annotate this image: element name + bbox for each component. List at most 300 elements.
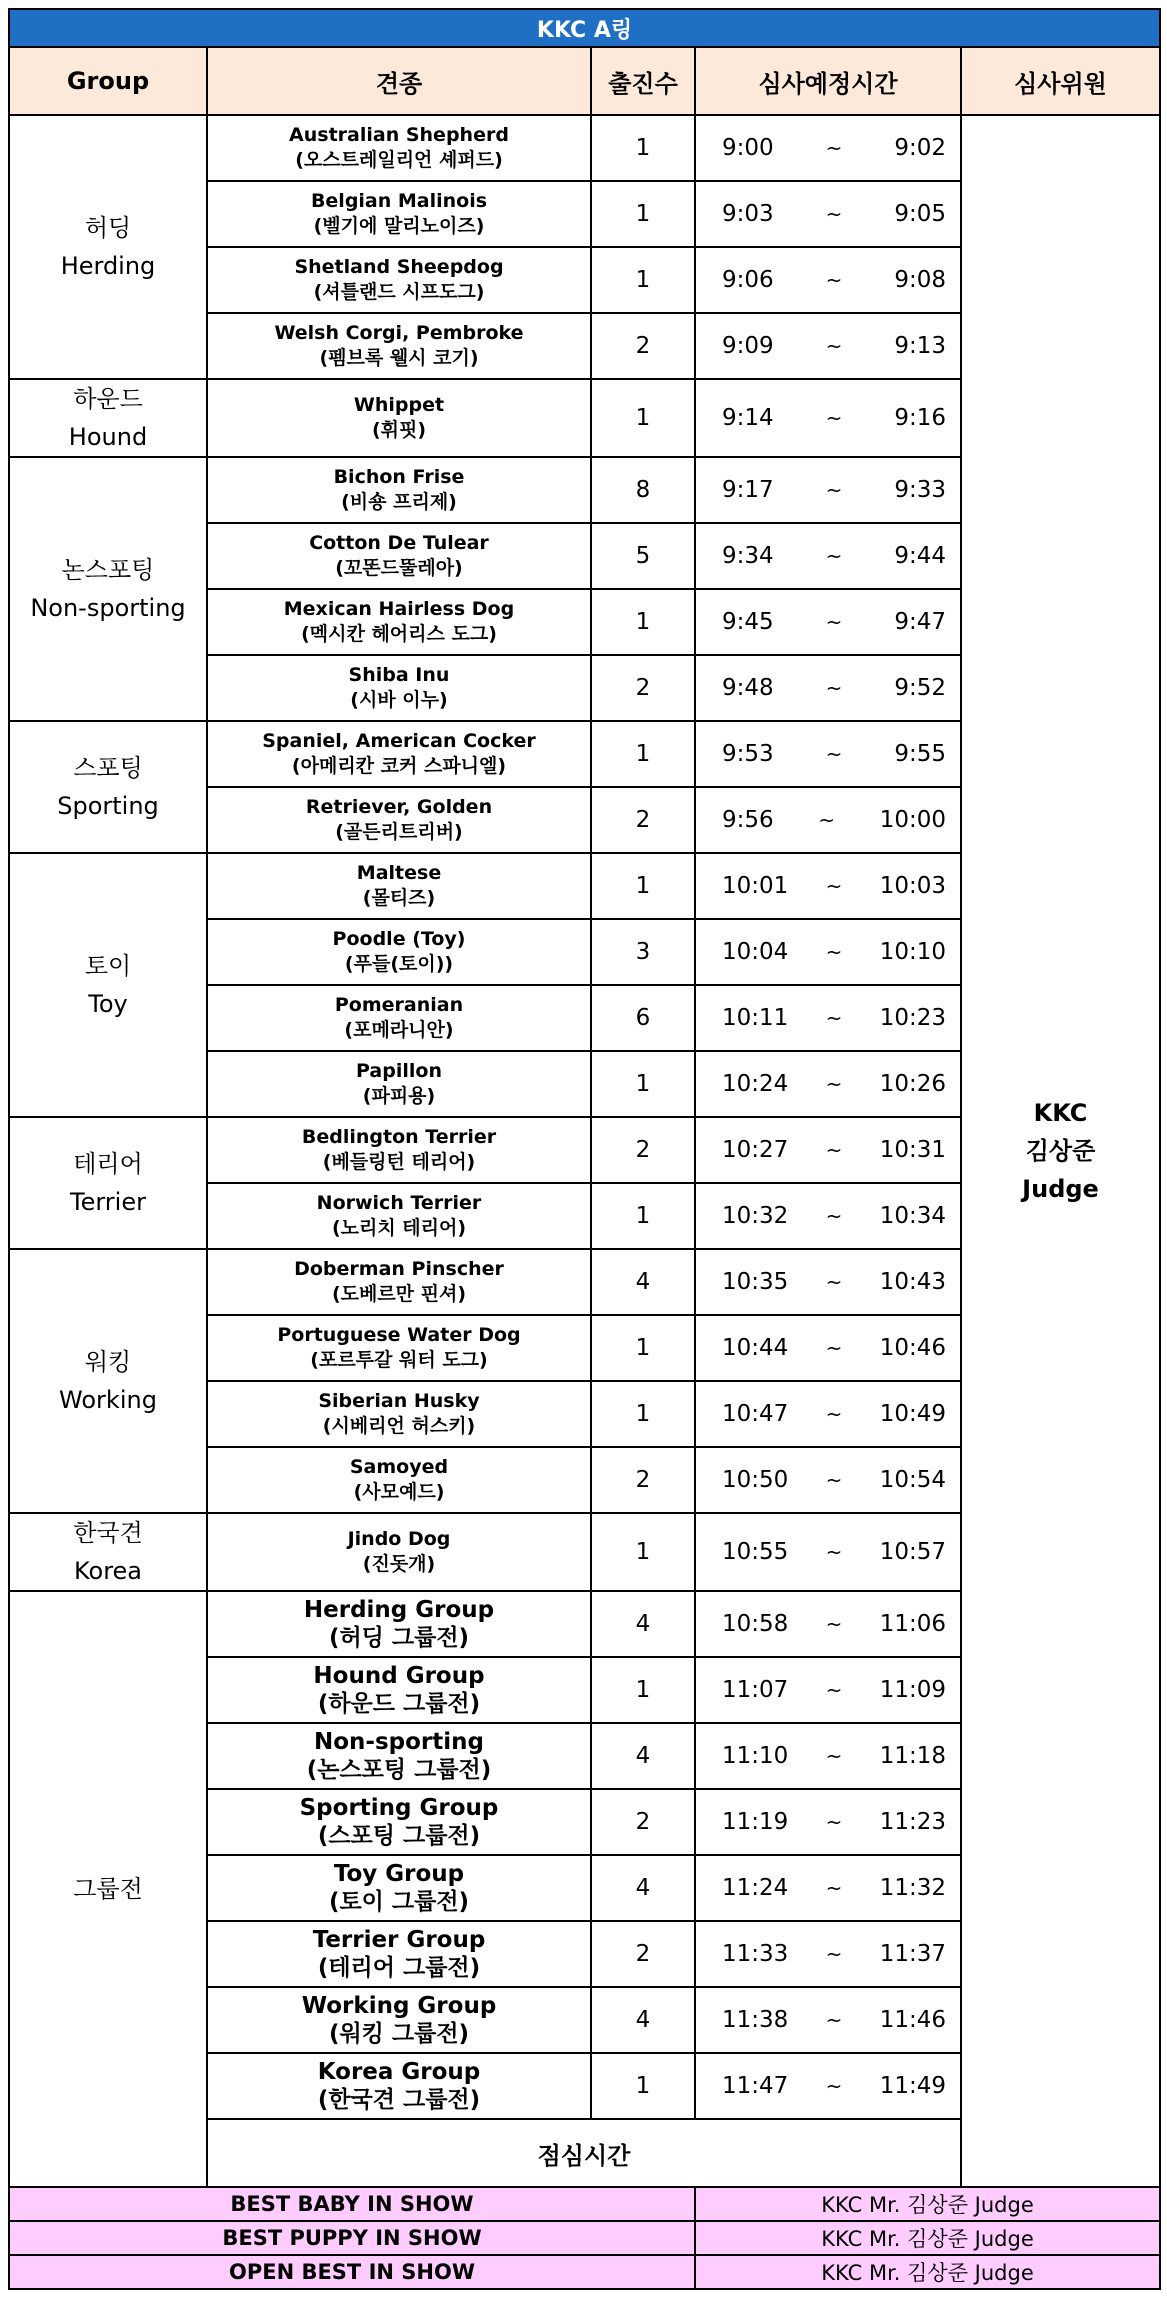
end-time: 10:43 [879, 1269, 946, 1295]
time-range [696, 1203, 960, 1229]
end-time: 10:31 [879, 1137, 946, 1163]
breed-name-ko: (베들링턴 테리어) [322, 1151, 476, 1173]
time-separator: ~ [825, 1006, 843, 1030]
breed-name-ko: (도베르만 핀셔) [331, 1283, 467, 1305]
breed-name-ko: (아메리칸 코커 스파니엘) [291, 755, 507, 777]
breed-name-ko: (시베리언 허스키) [322, 1415, 476, 1437]
time-cell [695, 313, 961, 379]
group-cell [9, 1117, 207, 1249]
breed-name-ko: (휘핏) [371, 419, 427, 441]
end-time: 9:47 [894, 609, 946, 635]
time-cell [695, 1051, 961, 1117]
start-time: 10:50 [722, 1467, 789, 1493]
start-time: 10:11 [722, 1005, 789, 1031]
start-time: 10:01 [722, 873, 789, 899]
start-time: 9:06 [722, 267, 774, 293]
breed-cell [207, 1051, 591, 1117]
group-name-en: Sporting [57, 792, 159, 820]
entries-count: 1 [591, 181, 695, 247]
entries-count: 3 [591, 919, 695, 985]
end-time: 10:54 [879, 1467, 946, 1493]
time-range [696, 201, 960, 227]
time-range [696, 609, 960, 635]
group-name-ko: 스포팅 [73, 754, 143, 782]
breed-name-en: Hound Group [313, 1663, 485, 1689]
judge-name: 김상준 [1025, 1137, 1096, 1165]
group-name-en: Hound [68, 423, 148, 451]
breed-cell [207, 1987, 591, 2053]
end-time: 11:49 [879, 2073, 946, 2099]
breed-cell [207, 655, 591, 721]
breed-row [9, 115, 1160, 181]
breed-cell [207, 457, 591, 523]
start-time: 11:38 [722, 2007, 789, 2033]
time-range [696, 1743, 960, 1769]
end-time: 9:52 [894, 675, 946, 701]
time-separator: ~ [825, 1744, 843, 1768]
end-time: 11:32 [879, 1875, 946, 1901]
breed-name-ko: (포르투갈 워터 도그) [310, 1349, 488, 1371]
breed-cell [207, 313, 591, 379]
start-time: 9:53 [722, 741, 774, 767]
time-separator: ~ [825, 478, 843, 502]
group-cell [9, 379, 207, 457]
breed-name-en: Sporting Group [299, 1795, 499, 1821]
breed-name-en: Portuguese Water Dog [277, 1324, 521, 1346]
time-separator: ~ [825, 610, 843, 634]
time-range [696, 741, 960, 767]
breed-name-en: Bedlington Terrier [301, 1126, 497, 1148]
ring-title: KKC A링 [9, 9, 1160, 47]
time-cell [695, 379, 961, 457]
entries-count: 4 [591, 1987, 695, 2053]
end-time: 10:49 [879, 1401, 946, 1427]
end-time: 10:34 [879, 1203, 946, 1229]
group-name-ko: 토이 [84, 952, 132, 980]
time-separator: ~ [825, 202, 843, 226]
breed-cell [207, 721, 591, 787]
start-time: 9:14 [722, 405, 774, 431]
header-time: 심사예정시간 [695, 47, 961, 115]
end-time: 9:33 [894, 477, 946, 503]
time-cell [695, 457, 961, 523]
breed-name-en: Shetland Sheepdog [294, 256, 504, 278]
breed-name-en: Cotton De Tulear [309, 532, 489, 554]
end-time: 9:08 [894, 267, 946, 293]
time-range [696, 1539, 960, 1565]
time-cell [695, 1855, 961, 1921]
breed-name-en: Maltese [356, 862, 442, 884]
time-separator: ~ [825, 544, 843, 568]
breed-name-ko: (비숑 프리제) [341, 491, 457, 513]
breed-cell [207, 1249, 591, 1315]
start-time: 9:03 [722, 201, 774, 227]
group-cell [9, 1249, 207, 1513]
group-name-en: Terrier [70, 1188, 146, 1216]
start-time: 9:34 [722, 543, 774, 569]
breed-cell [207, 1855, 591, 1921]
time-cell [695, 787, 961, 853]
breed-name-ko: (하운드 그룹전) [317, 1691, 481, 1717]
breed-name-en: Belgian Malinois [310, 190, 488, 212]
breed-name-ko: (시바 이누) [350, 689, 448, 711]
header-judge: 심사위원 [961, 47, 1160, 115]
header-group: Group [9, 47, 207, 115]
time-range [696, 135, 960, 161]
end-time: 11:23 [879, 1809, 946, 1835]
judge-org: KKC [1033, 1099, 1088, 1127]
best-in-show-row [9, 2187, 1160, 2221]
time-cell [695, 523, 961, 589]
end-time: 10:10 [879, 939, 946, 965]
time-separator: ~ [825, 268, 843, 292]
entries-count: 1 [591, 379, 695, 457]
breed-cell [207, 853, 591, 919]
time-separator: ~ [825, 874, 843, 898]
schedule-body [9, 9, 1160, 2289]
entries-count: 1 [591, 247, 695, 313]
start-time: 11:10 [722, 1743, 789, 1769]
time-cell [695, 1657, 961, 1723]
time-range [696, 1071, 960, 1097]
time-separator: ~ [825, 1612, 843, 1636]
time-cell [695, 1987, 961, 2053]
time-range [696, 2073, 960, 2099]
time-range [696, 1269, 960, 1295]
breed-cell [207, 1315, 591, 1381]
judge-role: Judge [1022, 1175, 1099, 1203]
group-name-en: Non-sporting [30, 594, 186, 622]
time-range [696, 1809, 960, 1835]
end-time: 9:55 [894, 741, 946, 767]
breed-cell [207, 787, 591, 853]
time-separator: ~ [825, 1876, 843, 1900]
breed-name-en: Toy Group [333, 1861, 465, 1887]
group-cell [9, 1591, 207, 2187]
time-cell [695, 721, 961, 787]
breed-name-en: Samoyed [349, 1456, 449, 1478]
breed-name-en: Non-sporting [314, 1729, 484, 1755]
entries-count: 5 [591, 523, 695, 589]
time-cell [695, 115, 961, 181]
breed-name-en: Welsh Corgi, Pembroke [274, 322, 524, 344]
judge-cell [961, 115, 1160, 2187]
entries-count: 2 [591, 1921, 695, 1987]
time-separator: ~ [825, 1138, 843, 1162]
breed-name-ko: (셔틀랜드 시프도그) [313, 281, 485, 303]
entries-count: 1 [591, 1183, 695, 1249]
time-range [696, 333, 960, 359]
time-range [696, 1005, 960, 1031]
breed-name-en: Norwich Terrier [316, 1192, 482, 1214]
breed-name-en: Papillon [356, 1060, 442, 1082]
time-range [696, 1875, 960, 1901]
breed-name-ko: (사모예드) [353, 1481, 445, 1503]
time-cell [695, 1921, 961, 1987]
breed-name-ko: (허딩 그룹전) [328, 1625, 470, 1651]
start-time: 10:04 [722, 939, 789, 965]
breed-name-ko: (한국견 그룹전) [317, 2087, 481, 2113]
breed-cell [207, 1657, 591, 1723]
end-time: 9:13 [894, 333, 946, 359]
time-separator: ~ [825, 1540, 843, 1564]
breed-name-ko: (꼬똔드뚤레아) [335, 557, 463, 579]
time-separator: ~ [825, 1468, 843, 1492]
time-cell [695, 1249, 961, 1315]
entries-count: 1 [591, 1381, 695, 1447]
time-range [696, 1137, 960, 1163]
time-cell [695, 1183, 961, 1249]
time-range [696, 1335, 960, 1361]
entries-count: 2 [591, 313, 695, 379]
time-separator: ~ [825, 2074, 843, 2098]
breed-name-en: Spaniel, American Cocker [262, 730, 536, 752]
time-range [696, 1941, 960, 1967]
time-separator: ~ [825, 940, 843, 964]
start-time: 10:27 [722, 1137, 789, 1163]
breed-cell [207, 589, 591, 655]
breed-name-ko: (멕시칸 헤어리스 도그) [301, 623, 497, 645]
entries-count: 4 [591, 1249, 695, 1315]
time-cell [695, 181, 961, 247]
group-name-ko: 한국견 [73, 1519, 143, 1547]
entries-count: 1 [591, 589, 695, 655]
breed-cell [207, 1447, 591, 1513]
breed-cell [207, 1723, 591, 1789]
breed-name-en: Shiba Inu [348, 664, 450, 686]
breed-name-en: Whippet [353, 394, 445, 416]
time-cell [695, 589, 961, 655]
end-time: 11:37 [879, 1941, 946, 1967]
time-cell [695, 247, 961, 313]
breed-name-ko: (몰티즈) [362, 887, 436, 909]
start-time: 10:58 [722, 1611, 789, 1637]
group-name-en: Toy [88, 990, 128, 1018]
time-separator: ~ [825, 1810, 843, 1834]
entries-count: 2 [591, 1447, 695, 1513]
group-name-en: Working [59, 1386, 157, 1414]
start-time: 10:47 [722, 1401, 789, 1427]
time-cell [695, 1447, 961, 1513]
end-time: 10:23 [879, 1005, 946, 1031]
best-in-show-row [9, 2255, 1160, 2289]
start-time: 11:19 [722, 1809, 789, 1835]
breed-cell [207, 1117, 591, 1183]
time-range [696, 1467, 960, 1493]
end-time: 9:44 [894, 543, 946, 569]
breed-name-ko: (포메라니안) [344, 1019, 454, 1041]
start-time: 11:47 [722, 2073, 789, 2099]
time-range [696, 1611, 960, 1637]
breed-cell [207, 379, 591, 457]
start-time: 10:35 [722, 1269, 789, 1295]
header-breed: 견종 [207, 47, 591, 115]
header-entries: 출진수 [591, 47, 695, 115]
time-separator: ~ [825, 1678, 843, 1702]
schedule-sheet [8, 8, 1159, 2290]
start-time: 10:24 [722, 1071, 789, 1097]
end-time: 11:09 [879, 1677, 946, 1703]
group-name-ko: 논스포팅 [61, 556, 155, 584]
time-cell [695, 655, 961, 721]
group-cell [9, 1513, 207, 1591]
end-time: 11:06 [879, 1611, 946, 1637]
breed-name-ko: (골든리트리버) [335, 821, 463, 843]
time-range [696, 939, 960, 965]
breed-name-en: Pomeranian [334, 994, 464, 1016]
start-time: 11:07 [722, 1677, 789, 1703]
time-range [696, 873, 960, 899]
time-separator: ~ [818, 808, 836, 832]
award-judge: KKC Mr. 김상준 Judge [695, 2187, 1160, 2221]
breed-name-ko: (워킹 그룹전) [328, 2021, 470, 2047]
award-label: BEST PUPPY IN SHOW [9, 2221, 695, 2255]
breed-name-en: Siberian Husky [318, 1390, 480, 1412]
time-range [696, 267, 960, 293]
entries-count: 1 [591, 721, 695, 787]
end-time: 11:18 [879, 1743, 946, 1769]
time-cell [695, 1789, 961, 1855]
time-separator: ~ [825, 1336, 843, 1360]
time-separator: ~ [825, 406, 843, 430]
breed-cell [207, 1381, 591, 1447]
entries-count: 2 [591, 787, 695, 853]
breed-name-en: Doberman Pinscher [294, 1258, 504, 1280]
group-cell [9, 115, 207, 379]
award-judge: KKC Mr. 김상준 Judge [695, 2221, 1160, 2255]
group-name-en: Herding [60, 252, 156, 280]
time-cell [695, 1315, 961, 1381]
entries-count: 1 [591, 1051, 695, 1117]
breed-cell [207, 2053, 591, 2119]
end-time: 9:16 [894, 405, 946, 431]
breed-name-ko: (펨브록 웰시 코기) [319, 347, 479, 369]
group-name-en: Korea [73, 1557, 143, 1585]
breed-name-ko: (스포팅 그룹전) [317, 1823, 481, 1849]
entries-count: 1 [591, 1657, 695, 1723]
entries-count: 8 [591, 457, 695, 523]
group-name-ko: 테리어 [73, 1150, 143, 1178]
time-separator: ~ [825, 1270, 843, 1294]
breed-name-ko: (논스포팅 그룹전) [306, 1757, 492, 1783]
breed-name-en: Retriever, Golden [305, 796, 493, 818]
entries-count: 2 [591, 655, 695, 721]
breed-cell [207, 1183, 591, 1249]
breed-name-en: Korea Group [317, 2059, 481, 2085]
time-range [696, 807, 960, 833]
breed-cell [207, 1789, 591, 1855]
entries-count: 1 [591, 853, 695, 919]
end-time: 9:05 [894, 201, 946, 227]
start-time: 11:33 [722, 1941, 789, 1967]
time-cell [695, 1591, 961, 1657]
end-time: 10:00 [879, 807, 946, 833]
start-time: 10:32 [722, 1203, 789, 1229]
breed-name-ko: (파피용) [362, 1085, 436, 1107]
time-separator: ~ [825, 1204, 843, 1228]
group-cell [9, 721, 207, 853]
breed-cell [207, 523, 591, 589]
breed-name-ko: (벨기에 말리노이즈) [313, 215, 485, 237]
time-separator: ~ [825, 2008, 843, 2032]
time-cell [695, 1381, 961, 1447]
breed-name-ko: (오스트레일리언 셰퍼드) [295, 149, 503, 171]
breed-name-en: Terrier Group [312, 1927, 486, 1953]
time-cell [695, 919, 961, 985]
breed-name-en: Jindo Dog [347, 1528, 451, 1550]
entries-count: 1 [591, 1513, 695, 1591]
breed-cell [207, 115, 591, 181]
time-cell [695, 1117, 961, 1183]
breed-name-en: Poodle (Toy) [332, 928, 466, 950]
start-time: 10:55 [722, 1539, 789, 1565]
start-time: 9:45 [722, 609, 774, 635]
breed-cell [207, 247, 591, 313]
entries-count: 4 [591, 1723, 695, 1789]
start-time: 9:00 [722, 135, 774, 161]
entries-count: 1 [591, 2053, 695, 2119]
time-range [696, 1401, 960, 1427]
group-name-ko: 허딩 [84, 214, 132, 242]
start-time: 9:48 [722, 675, 774, 701]
breed-name-en: Australian Shepherd [289, 124, 509, 146]
time-separator: ~ [825, 1402, 843, 1426]
time-separator: ~ [825, 1072, 843, 1096]
group-cell [9, 853, 207, 1117]
breed-name-ko: (진돗개) [362, 1553, 436, 1575]
award-judge: KKC Mr. 김상준 Judge [695, 2255, 1160, 2289]
award-label: BEST BABY IN SHOW [9, 2187, 695, 2221]
start-time: 9:09 [722, 333, 774, 359]
start-time: 11:24 [722, 1875, 789, 1901]
time-range [696, 477, 960, 503]
breed-name-ko: (토이 그룹전) [328, 1889, 470, 1915]
entries-count: 2 [591, 1117, 695, 1183]
time-cell [695, 1723, 961, 1789]
breed-cell [207, 1513, 591, 1591]
time-separator: ~ [825, 136, 843, 160]
breed-cell [207, 985, 591, 1051]
breed-cell [207, 181, 591, 247]
time-separator: ~ [825, 334, 843, 358]
group-name-ko: 워킹 [84, 1348, 132, 1376]
group-cell [9, 457, 207, 721]
time-cell [695, 2053, 961, 2119]
time-cell [695, 853, 961, 919]
entries-count: 6 [591, 985, 695, 1051]
breed-cell [207, 919, 591, 985]
entries-count: 2 [591, 1789, 695, 1855]
start-time: 9:56 [722, 807, 774, 833]
end-time: 10:57 [879, 1539, 946, 1565]
end-time: 10:26 [879, 1071, 946, 1097]
time-separator: ~ [825, 1942, 843, 1966]
breed-cell [207, 1591, 591, 1657]
best-in-show-row [9, 2221, 1160, 2255]
breed-name-ko: (푸들(토이)) [344, 953, 454, 975]
header-row [9, 47, 1160, 115]
start-time: 10:44 [722, 1335, 789, 1361]
end-time: 11:46 [879, 2007, 946, 2033]
breed-name-en: Bichon Frise [333, 466, 465, 488]
breed-name-en: Working Group [301, 1993, 497, 2019]
schedule-table [8, 8, 1161, 2290]
time-range [696, 405, 960, 431]
entries-count: 4 [591, 1855, 695, 1921]
breed-name-ko: (테리어 그룹전) [317, 1955, 481, 1981]
time-cell [695, 985, 961, 1051]
time-range [696, 2007, 960, 2033]
